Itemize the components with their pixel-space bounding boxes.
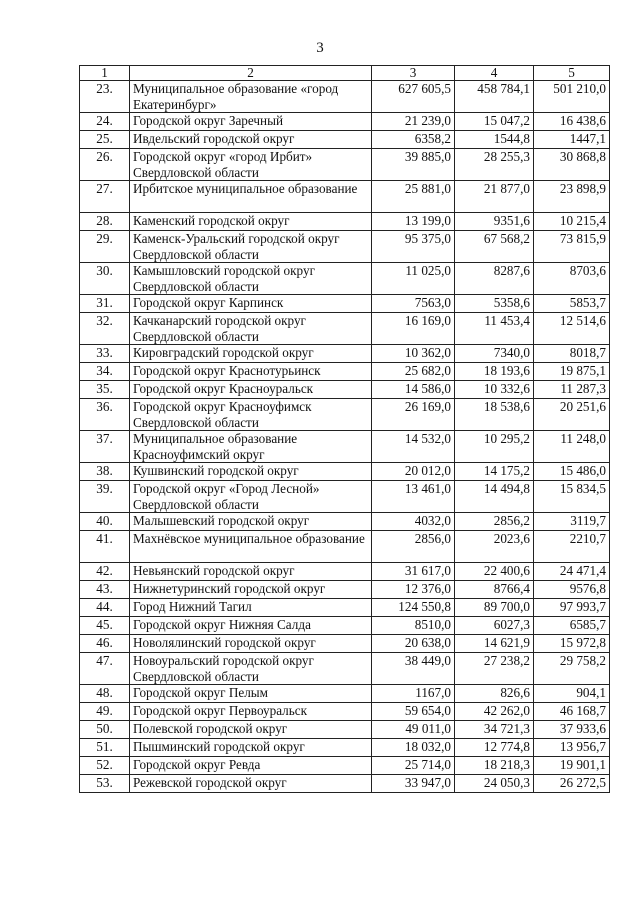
- value-col-5: 11 287,3: [534, 381, 610, 399]
- municipality-name: Городской округ Красноуральск: [130, 381, 372, 399]
- row-number: 40.: [80, 513, 130, 531]
- table-row: [80, 149, 610, 181]
- municipality-name: Городской округ Карпинск: [130, 295, 372, 313]
- value-col-4: 14 494,8: [455, 481, 534, 513]
- table-row: [80, 431, 610, 463]
- row-number: 25.: [80, 131, 130, 149]
- value-col-3: 627 605,5: [372, 81, 455, 113]
- municipality-name: Городской округ Нижняя Салда: [130, 617, 372, 635]
- value-col-5: 20 251,6: [534, 399, 610, 431]
- row-number: 34.: [80, 363, 130, 381]
- value-col-5: 19 901,1: [534, 757, 610, 775]
- value-col-3: 10 362,0: [372, 345, 455, 363]
- value-col-4: 14 621,9: [455, 635, 534, 653]
- row-number: 27.: [80, 181, 130, 213]
- row-number: 38.: [80, 463, 130, 481]
- table-row: [80, 363, 610, 381]
- value-col-4: 67 568,2: [455, 231, 534, 263]
- table-row: [80, 399, 610, 431]
- table-row: [80, 653, 610, 685]
- table-row: [80, 81, 610, 113]
- value-col-5: 24 471,4: [534, 563, 610, 581]
- row-number: 30.: [80, 263, 130, 295]
- table-row: [80, 703, 610, 721]
- header-cell-1: 1: [80, 66, 130, 81]
- value-col-5: 904,1: [534, 685, 610, 703]
- table-row: [80, 181, 610, 213]
- value-col-3: 59 654,0: [372, 703, 455, 721]
- table-row: [80, 721, 610, 739]
- municipality-name: Городской округ Ревда: [130, 757, 372, 775]
- row-number: 52.: [80, 757, 130, 775]
- value-col-4: 8287,6: [455, 263, 534, 295]
- value-col-5: 15 972,8: [534, 635, 610, 653]
- value-col-3: 25 714,0: [372, 757, 455, 775]
- municipality-name: Невьянский городской округ: [130, 563, 372, 581]
- value-col-4: 6027,3: [455, 617, 534, 635]
- value-col-3: 38 449,0: [372, 653, 455, 685]
- value-col-5: 11 248,0: [534, 431, 610, 463]
- municipality-name: Каменский городской округ: [130, 213, 372, 231]
- value-col-3: 26 169,0: [372, 399, 455, 431]
- row-number: 48.: [80, 685, 130, 703]
- value-col-4: 5358,6: [455, 295, 534, 313]
- value-col-4: 11 453,4: [455, 313, 534, 345]
- table-row: [80, 531, 610, 563]
- value-col-4: 22 400,6: [455, 563, 534, 581]
- value-col-5: 3119,7: [534, 513, 610, 531]
- value-col-3: 20 012,0: [372, 463, 455, 481]
- row-number: 45.: [80, 617, 130, 635]
- value-col-4: 12 774,8: [455, 739, 534, 757]
- value-col-3: 11 025,0: [372, 263, 455, 295]
- value-col-4: 34 721,3: [455, 721, 534, 739]
- table-row: [80, 581, 610, 599]
- value-col-5: 1447,1: [534, 131, 610, 149]
- value-col-3: 124 550,8: [372, 599, 455, 617]
- value-col-3: 16 169,0: [372, 313, 455, 345]
- row-number: 32.: [80, 313, 130, 345]
- value-col-5: 501 210,0: [534, 81, 610, 113]
- value-col-3: 14 532,0: [372, 431, 455, 463]
- value-col-3: 2856,0: [372, 531, 455, 563]
- value-col-5: 19 875,1: [534, 363, 610, 381]
- table-row: [80, 131, 610, 149]
- table-row: [80, 263, 610, 295]
- row-number: 46.: [80, 635, 130, 653]
- value-col-4: 458 784,1: [455, 81, 534, 113]
- value-col-4: 826,6: [455, 685, 534, 703]
- value-col-5: 8703,6: [534, 263, 610, 295]
- municipality-name: Малышевский городской округ: [130, 513, 372, 531]
- table-row: [80, 345, 610, 363]
- value-col-4: 8766,4: [455, 581, 534, 599]
- value-col-4: 9351,6: [455, 213, 534, 231]
- value-col-3: 12 376,0: [372, 581, 455, 599]
- value-col-5: 23 898,9: [534, 181, 610, 213]
- municipality-name: Каменск-Уральский городской округ Свердловской области: [130, 231, 372, 263]
- value-col-3: 8510,0: [372, 617, 455, 635]
- header-cell-4: 4: [455, 66, 534, 81]
- municipality-name: Пышминский городской округ: [130, 739, 372, 757]
- municipality-name: Городской округ «город Ирбит» Свердловской области: [130, 149, 372, 181]
- value-col-4: 2023,6: [455, 531, 534, 563]
- row-number: 50.: [80, 721, 130, 739]
- value-col-5: 13 956,7: [534, 739, 610, 757]
- municipality-name: Муниципальное образование «город Екатеринбург»: [130, 81, 372, 113]
- value-col-5: 6585,7: [534, 617, 610, 635]
- municipality-name: Новоуральский городской округ Свердловской области: [130, 653, 372, 685]
- value-col-3: 25 881,0: [372, 181, 455, 213]
- value-col-3: 20 638,0: [372, 635, 455, 653]
- value-col-5: 10 215,4: [534, 213, 610, 231]
- row-number: 33.: [80, 345, 130, 363]
- table-row: [80, 635, 610, 653]
- municipality-name: Городской округ Заречный: [130, 113, 372, 131]
- value-col-5: 97 993,7: [534, 599, 610, 617]
- value-col-5: 26 272,5: [534, 775, 610, 793]
- municipality-name: Ирбитское муниципальное образование: [130, 181, 372, 213]
- value-col-4: 10 295,2: [455, 431, 534, 463]
- value-col-5: 15 834,5: [534, 481, 610, 513]
- value-col-5: 73 815,9: [534, 231, 610, 263]
- municipality-name: Городской округ Пелым: [130, 685, 372, 703]
- value-col-5: 12 514,6: [534, 313, 610, 345]
- value-col-3: 6358,2: [372, 131, 455, 149]
- municipality-name: Кушвинский городской округ: [130, 463, 372, 481]
- row-number: 26.: [80, 149, 130, 181]
- value-col-3: 25 682,0: [372, 363, 455, 381]
- table-row: [80, 295, 610, 313]
- table-row: [80, 685, 610, 703]
- row-number: 42.: [80, 563, 130, 581]
- table-row: [80, 617, 610, 635]
- value-col-4: 1544,8: [455, 131, 534, 149]
- row-number: 36.: [80, 399, 130, 431]
- data-table: [79, 65, 610, 793]
- municipality-name: Камышловский городской округ Свердловской области: [130, 263, 372, 295]
- value-col-4: 15 047,2: [455, 113, 534, 131]
- municipality-name: Качканарский городской округ Свердловской области: [130, 313, 372, 345]
- table-row: [80, 463, 610, 481]
- table-row: [80, 481, 610, 513]
- table-row: [80, 381, 610, 399]
- row-number: 44.: [80, 599, 130, 617]
- value-col-5: 16 438,6: [534, 113, 610, 131]
- value-col-3: 33 947,0: [372, 775, 455, 793]
- header-cell-2: 2: [130, 66, 372, 81]
- row-number: 51.: [80, 739, 130, 757]
- table-row: [80, 563, 610, 581]
- row-number: 39.: [80, 481, 130, 513]
- value-col-5: 5853,7: [534, 295, 610, 313]
- municipality-name: Ивдельский городской округ: [130, 131, 372, 149]
- value-col-3: 21 239,0: [372, 113, 455, 131]
- row-number: 35.: [80, 381, 130, 399]
- row-number: 31.: [80, 295, 130, 313]
- municipality-name: Новолялинский городской округ: [130, 635, 372, 653]
- value-col-3: 1167,0: [372, 685, 455, 703]
- value-col-3: 7563,0: [372, 295, 455, 313]
- table-body: [80, 81, 610, 793]
- value-col-5: 9576,8: [534, 581, 610, 599]
- table-row: [80, 739, 610, 757]
- row-number: 49.: [80, 703, 130, 721]
- value-col-4: 7340,0: [455, 345, 534, 363]
- row-number: 53.: [80, 775, 130, 793]
- value-col-4: 18 538,6: [455, 399, 534, 431]
- value-col-4: 21 877,0: [455, 181, 534, 213]
- value-col-5: 37 933,6: [534, 721, 610, 739]
- header-cell-3: 3: [372, 66, 455, 81]
- value-col-4: 24 050,3: [455, 775, 534, 793]
- municipality-name: Нижнетуринский городской округ: [130, 581, 372, 599]
- value-col-4: 2856,2: [455, 513, 534, 531]
- header-row: [80, 66, 610, 81]
- municipality-name: Махнёвское муниципальное образование: [130, 531, 372, 563]
- value-col-5: 30 868,8: [534, 149, 610, 181]
- row-number: 23.: [80, 81, 130, 113]
- table-row: [80, 757, 610, 775]
- value-col-3: 13 461,0: [372, 481, 455, 513]
- value-col-4: 18 193,6: [455, 363, 534, 381]
- municipality-name: Режевской городской округ: [130, 775, 372, 793]
- municipality-name: Муниципальное образование Красноуфимский округ: [130, 431, 372, 463]
- header-cell-5: 5: [534, 66, 610, 81]
- row-number: 47.: [80, 653, 130, 685]
- table-row: [80, 113, 610, 131]
- value-col-5: 15 486,0: [534, 463, 610, 481]
- value-col-4: 18 218,3: [455, 757, 534, 775]
- value-col-3: 39 885,0: [372, 149, 455, 181]
- table-row: [80, 599, 610, 617]
- value-col-4: 42 262,0: [455, 703, 534, 721]
- row-number: 41.: [80, 531, 130, 563]
- value-col-5: 2210,7: [534, 531, 610, 563]
- municipality-name: Городской округ Красноуфимск Свердловской области: [130, 399, 372, 431]
- value-col-3: 18 032,0: [372, 739, 455, 757]
- value-col-4: 89 700,0: [455, 599, 534, 617]
- municipality-name: Город Нижний Тагил: [130, 599, 372, 617]
- table-row: [80, 775, 610, 793]
- value-col-4: 10 332,6: [455, 381, 534, 399]
- value-col-4: 27 238,2: [455, 653, 534, 685]
- row-number: 28.: [80, 213, 130, 231]
- municipality-name: Городской округ «Город Лесной» Свердловской области: [130, 481, 372, 513]
- value-col-3: 13 199,0: [372, 213, 455, 231]
- municipality-name: Кировградский городской округ: [130, 345, 372, 363]
- row-number: 29.: [80, 231, 130, 263]
- value-col-3: 4032,0: [372, 513, 455, 531]
- table-row: [80, 213, 610, 231]
- municipality-name: Городской округ Краснотурьинск: [130, 363, 372, 381]
- value-col-3: 14 586,0: [372, 381, 455, 399]
- value-col-4: 14 175,2: [455, 463, 534, 481]
- row-number: 24.: [80, 113, 130, 131]
- value-col-4: 28 255,3: [455, 149, 534, 181]
- page-number: 3: [316, 40, 324, 56]
- value-col-3: 31 617,0: [372, 563, 455, 581]
- row-number: 37.: [80, 431, 130, 463]
- row-number: 43.: [80, 581, 130, 599]
- table-row: [80, 231, 610, 263]
- value-col-3: 95 375,0: [372, 231, 455, 263]
- table-row: [80, 313, 610, 345]
- value-col-5: 46 168,7: [534, 703, 610, 721]
- table-row: [80, 513, 610, 531]
- value-col-5: 29 758,2: [534, 653, 610, 685]
- municipality-name: Полевской городской округ: [130, 721, 372, 739]
- value-col-5: 8018,7: [534, 345, 610, 363]
- value-col-3: 49 011,0: [372, 721, 455, 739]
- municipality-name: Городской округ Первоуральск: [130, 703, 372, 721]
